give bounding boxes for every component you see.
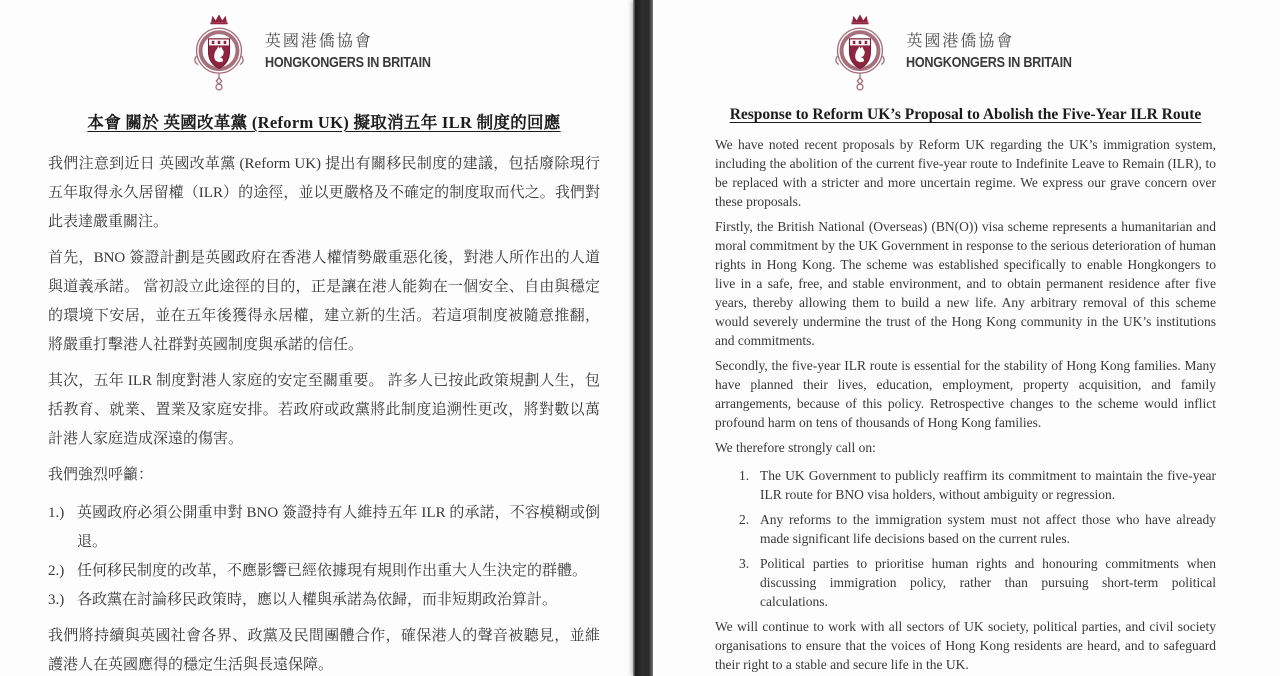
org-names (265, 32, 462, 73)
demand-text: Political parties to prioritise human rights and honouring commitments when discussing immigration policy, rather than pursuing short-term political calculations. (760, 556, 1216, 609)
closing-paragraph-en: We will continue to work with all sectors of UK society, political parties, and civil society organisations to ensure that the voices of Hong Kong residents are heard, and to safeguard their right to a stable and secure life in the UK. (715, 619, 1216, 672)
demand-number: 3. (739, 556, 750, 571)
demand-text: 任何移民制度的改革，不應影響已經依據現有規則作出重大人生決定的群體。 (77, 563, 588, 579)
demand-text: The UK Government to publicly reaffirm its commitment to maintain the five-year ILR route for BNO visa holders, without ambiguity or regression. (760, 468, 1216, 502)
page-divider (633, 0, 653, 676)
call-heading-en: We therefore strongly call on: (715, 440, 876, 455)
demand-item (48, 499, 600, 557)
demand-number: 1.) (48, 505, 65, 521)
demand-text: Any reforms to the immigration system must not affect those who have already made significant life decisions based on the current rules. (760, 512, 1216, 546)
org-name-zh: 英國港僑協會 (906, 32, 1015, 50)
paragraph-zh-2: 首先，BNO 簽證計劃是英國政府在香港人權情勢嚴重惡化後，對港人所作出的人道與道義承諾。 當初設立此途徑的目的，正是讓在港人能夠在一個安全、自由與穩定的環境下安居，並在五年後獲得永居權，建立新的生活。若這項制度被隨意推翻，將嚴重打擊港人社群對英國制度與承諾的信任。 (48, 250, 600, 353)
demand-item (739, 466, 1216, 504)
org-name-en: HONGKONGERS IN BRITAIN (264, 53, 431, 71)
demand-list-en (739, 466, 1216, 611)
paragraph-en-1: We have noted recent proposals by Reform UK regarding the UK’s immigration system, including the abolition of the current five-year route to Indefinite Leave to Remain (ILR), to be replaced with a stricter and more uncertain regime. We express our grave concern over these proposals. (715, 137, 1216, 209)
demand-number: 2.) (48, 563, 65, 579)
org-names (906, 32, 1103, 73)
demand-text: 英國政府必須公開重申對 BNO 簽證持有人維持五年 ILR 的承諾，不容模糊或倒退。 (77, 505, 600, 550)
org-header (715, 10, 1216, 94)
demand-number: 3.) (48, 592, 65, 608)
demand-item (48, 586, 600, 615)
paragraph-zh-3: 其次，五年 ILR 制度對港人家庭的安定至關重要。 許多人已按此政策規劃人生，包括教育、就業、置業及家庭安排。若政府或政黨將此制度追溯性更改，將對數以萬計港人家庭造成深遠的傷害。 (48, 373, 600, 447)
doc-title-zh: 本會 關於 英國改革黨 (Reform UK) 擬取消五年 ILR 制度的回應 (87, 113, 561, 132)
demand-list-zh (48, 499, 600, 615)
page-english-statement (653, 0, 1280, 676)
demand-item (48, 557, 600, 586)
demand-number: 2. (739, 512, 750, 527)
paragraph-en-3: Secondly, the five-year ILR route is essential for the stability of Hong Kong families. Many have planned their lives, education, employment, property acquisition, and family arrangements, because of this policy. Retrospective changes to the scheme would inflict profound harm on tens of thousands of Hong Kong families. (715, 358, 1216, 430)
hkb-crest-icon (827, 12, 893, 92)
page-chinese-statement (0, 0, 633, 676)
call-heading-zh: 我們強烈呼籲： (48, 467, 154, 483)
demand-item (739, 510, 1216, 548)
org-name-zh: 英國港僑協會 (264, 32, 373, 50)
paragraph-zh-1: 我們注意到近日 英國改革黨 (Reform UK) 提出有關移民制度的建議，包括廢除現行五年取得永久居留權（ILR）的途徑，並以更嚴格及不確定的制度取而代之。我們對此表達嚴重關注。 (48, 156, 600, 230)
paragraph-en-2: Firstly, the British National (Overseas) (BN(O)) visa scheme represents a humanitarian and moral commitment by the UK Government in response to the serious deterioration of human rights in Hong Kong. The scheme was established specifically to enable Hongkongers to live in a safe, free, and stable environment, and to obtain permanent residence after five years, thereby allowing them to build a new life. Any arbitrary removal of this scheme would severely undermine the trust of the Hong Kong community in the UK’s institutions and commitments. (715, 219, 1216, 348)
doc-title-en: Response to Reform UK’s Proposal to Abolish the Five-Year ILR Route (729, 106, 1202, 123)
org-header (48, 10, 600, 94)
hkb-crest-icon (186, 12, 252, 92)
demand-number: 1. (739, 468, 750, 483)
org-name-en: HONGKONGERS IN BRITAIN (906, 53, 1073, 71)
demand-text: 各政黨在討論移民政策時，應以人權與承諾為依歸，而非短期政治算計。 (77, 592, 558, 608)
closing-paragraph-zh: 我們將持續與英國社會各界、政黨及民間團體合作，確保港人的聲音被聽見，並維護港人在英國應得的穩定生活與長遠保障。 (48, 628, 600, 673)
demand-item (739, 554, 1216, 611)
